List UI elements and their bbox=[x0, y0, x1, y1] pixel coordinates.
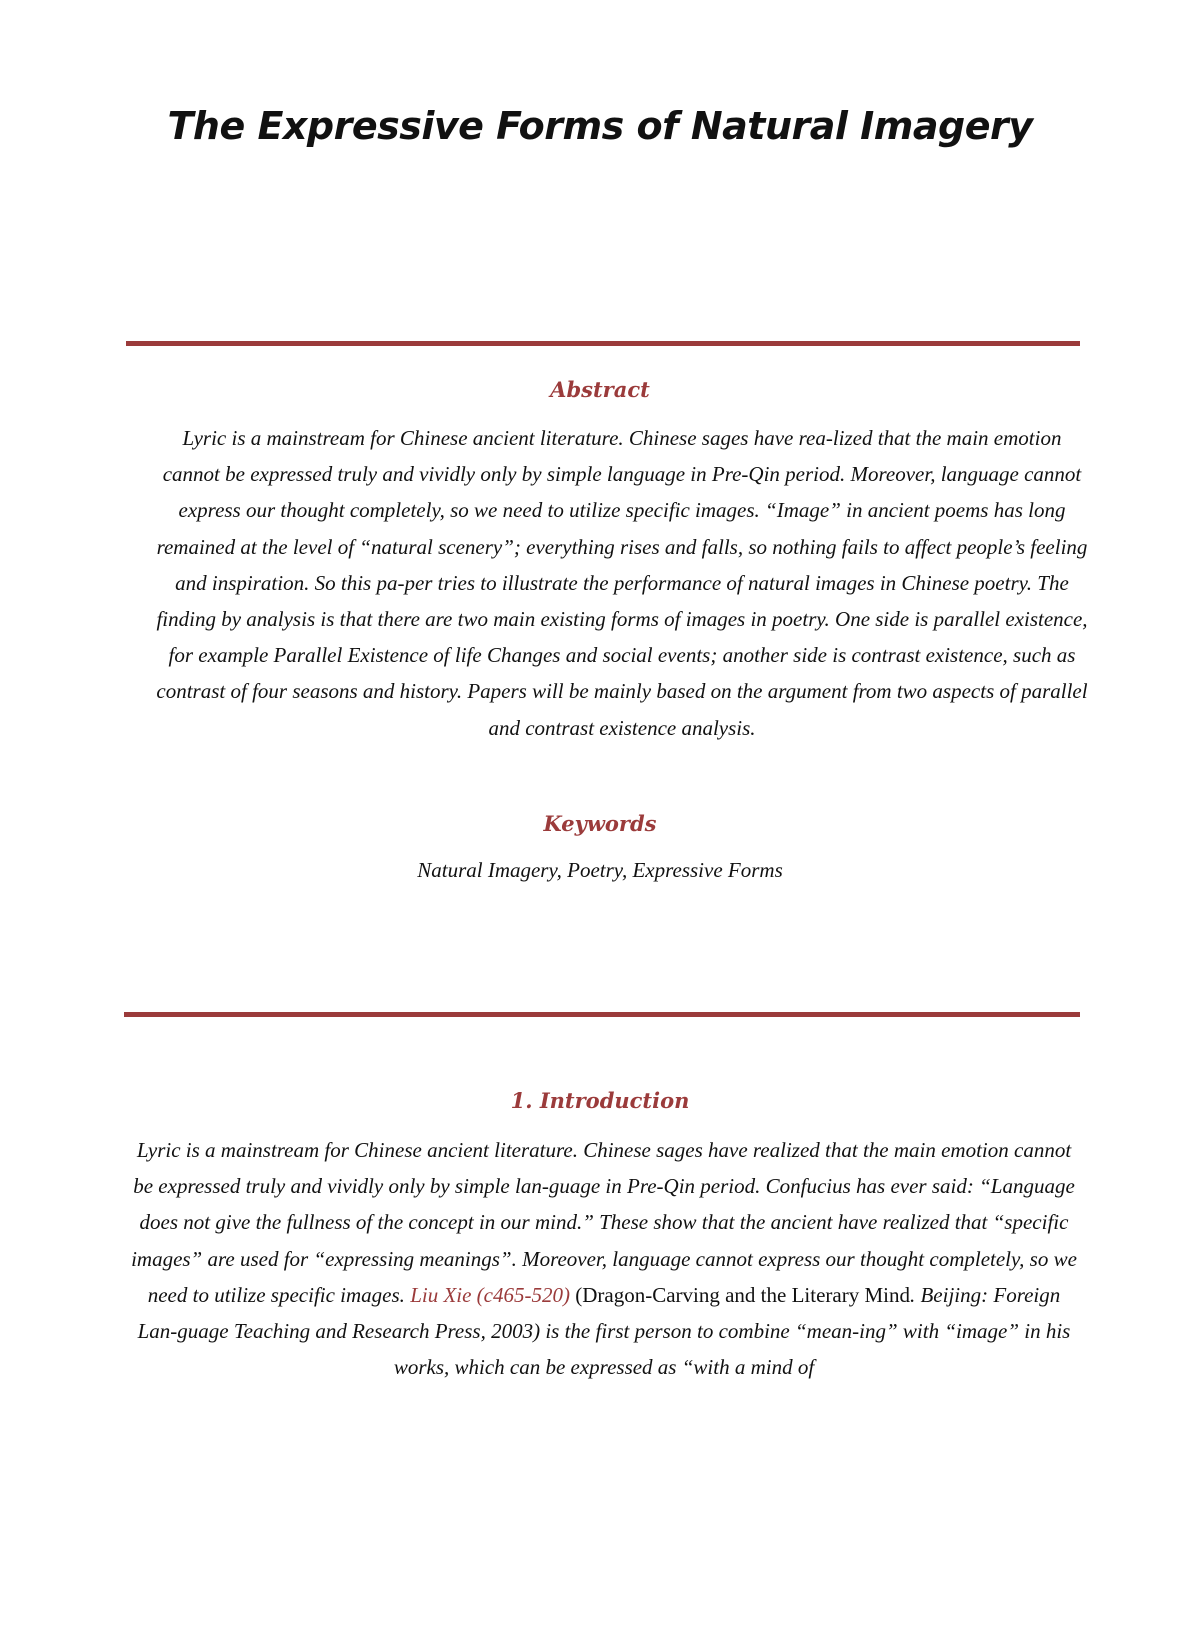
introduction-text-part-3: . Beijing: Foreign Lan-guage Teaching and Research Press, 2003) is the first person to combine “mean-ing” with “image” in his works, which can be expressed as “with a mind of bbox=[137, 1282, 1071, 1380]
introduction-text-part-2: ( bbox=[569, 1282, 583, 1307]
abstract-heading: Abstract bbox=[550, 377, 650, 402]
introduction-text-part-1: Lyric is a mainstream for Chinese ancient literature. Chinese sages have realized that the main emotion cannot be expressed truly and vividly only by simple lan-guage in Pre-Qin period. Confucius has ever said: “Language does not give the fullness of the concept in our mind.” These show that the ancient have realized that “specific images” are used for “expressing meanings”. Moreover, language cannot express our thought completely, so we need to utilize specific images. bbox=[131, 1138, 1077, 1307]
abstract-text: Lyric is a mainstream for Chinese ancient literature. Chinese sages have rea-lized that the main emotion cannot be expressed truly and vividly only by simple language in Pre-Qin period. Moreover, language cannot express our thought completely, so we need to utilize specific images. “Image” in ancient poems has long remained at the level of “natural scenery”; everything rises and falls, so nothing fails to affect people’s feeling and inspiration. So this pa-per tries to illustrate the performance of natural images in Chinese poetry. The finding by analysis is that there are two main existing forms of images in poetry. One side is parallel existence, for example Parallel Existence of life Changes and social events; another side is contrast existence, such as contrast of four seasons and history. Papers will be mainly based on the argument from two aspects of parallel and contrast existence analysis. bbox=[156, 426, 1088, 740]
paper-title: The Expressive Forms of Natural Imagery bbox=[167, 104, 1033, 148]
top-divider bbox=[126, 341, 1080, 346]
author-citation-link[interactable]: Liu Xie (c465-520) bbox=[410, 1282, 570, 1307]
keywords-heading: Keywords bbox=[543, 811, 657, 836]
introduction-heading: 1. Introduction bbox=[510, 1088, 690, 1113]
citation-book-title: Dragon-Carving and the Literary Mind bbox=[582, 1282, 910, 1307]
bottom-divider bbox=[124, 1012, 1080, 1017]
keywords-text: Natural Imagery, Poetry, Expressive Forms bbox=[417, 858, 783, 882]
introduction-text bbox=[130, 1132, 1078, 1385]
